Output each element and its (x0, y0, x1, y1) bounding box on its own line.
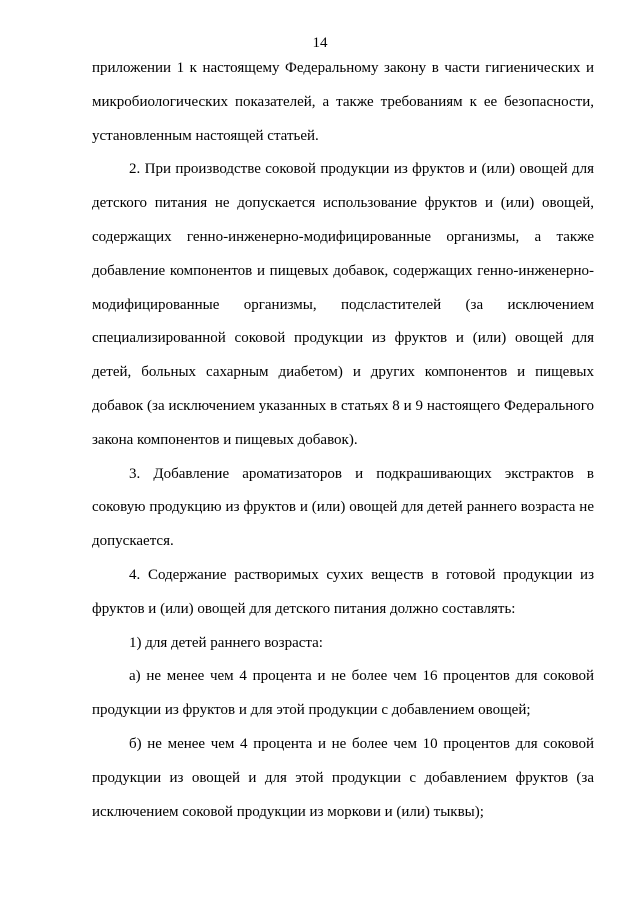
paragraph-continuation: приложении 1 к настоящему Федеральному закону в части гигиенических и микробиологических показателей, а также требованиям к ее безопасности, установленным настоящей статьей. (92, 60, 594, 144)
page-number: 14 (312, 35, 328, 51)
subitem-1: 1) для детей раннего возраста: (129, 634, 323, 651)
document-body (92, 52, 594, 829)
subitem-b: б) не менее чем 4 процента и не более чем 10 процентов для соковой продукции из овощей и для этой продукции с добавлением фруктов (за исключением соковой продукции из моркови и (или) тыквы); (92, 735, 594, 820)
paragraph-item-3: 3. Добавление ароматизаторов и подкрашивающих экстрактов в соковую продукцию из фруктов и (или) овощей для детей раннего возраста не допускается. (92, 465, 594, 550)
subitem-a: а) не менее чем 4 процента и не более чем 16 процентов для соковой продукции из фруктов и для этой продукции с добавлением овощей; (92, 668, 594, 719)
paragraph-item-2: 2. При производстве соковой продукции из фруктов и (или) овощей для детского питания не допускается использование фруктов и (или) овощей, содержащих генно-инженерно-модифицированные организмы, а также добавление компонентов и пищевых добавок, содержащих генно-инженерно-модифицированные организмы, подсластителей (за исключением специализированной соковой продукции из фруктов и (или) овощей для детей, больных сахарным диабетом) и других компонентов и пищевых добавок (за исключением указанных в статьях 8 и 9 настоящего Федерального закона компонентов и пищевых добавок). (92, 161, 594, 448)
paragraph-item-4: 4. Содержание растворимых сухих веществ в готовой продукции из фруктов и (или) овощей для детского питания должно составлять: (92, 566, 594, 617)
